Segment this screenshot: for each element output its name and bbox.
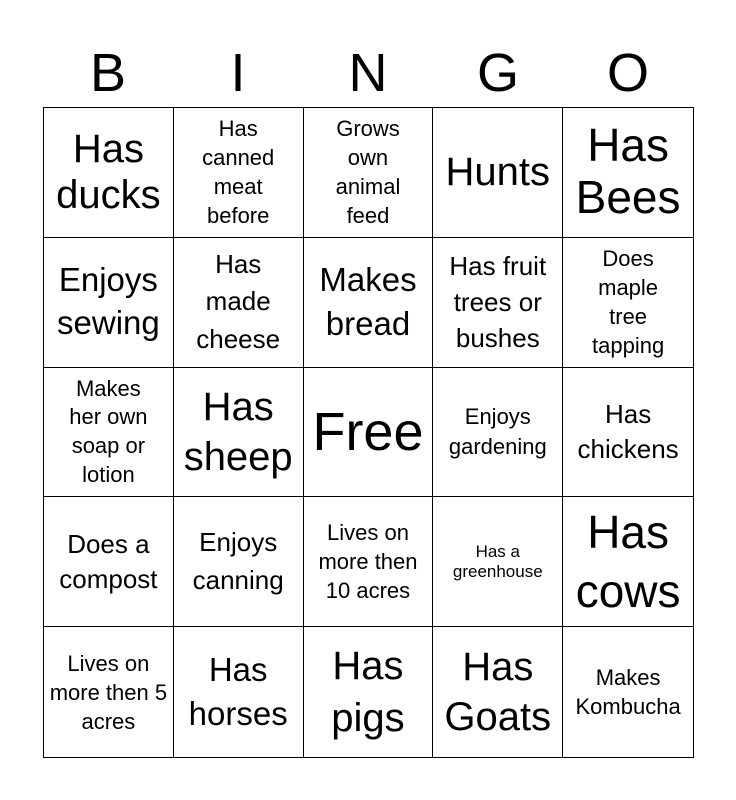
bingo-cell[interactable] xyxy=(174,368,304,498)
cell-text: Has Goats xyxy=(444,645,552,740)
bingo-board xyxy=(43,107,694,758)
bingo-cell[interactable] xyxy=(174,627,304,757)
bingo-cell[interactable] xyxy=(44,238,174,368)
cell-text: Has horses xyxy=(188,650,288,733)
cell-text: Does maple tree tapping xyxy=(592,246,665,359)
bingo-cell[interactable] xyxy=(304,497,434,627)
bingo-cell[interactable] xyxy=(44,108,174,238)
header-letter-g: G xyxy=(476,43,519,103)
cell-text: Enjoys gardening xyxy=(448,404,547,459)
cell-text: Has chickens xyxy=(577,398,679,464)
cell-text: Does a compost xyxy=(59,528,158,594)
cell-text: Makes her own soap or lotion xyxy=(69,375,148,487)
bingo-cell[interactable] xyxy=(563,627,693,757)
cell-text: Enjoys canning xyxy=(192,527,284,595)
cell-text: Enjoys sewing xyxy=(57,261,160,342)
cell-text: Has canned meat before xyxy=(202,116,275,229)
cell-text: Free xyxy=(312,401,424,462)
bingo-cell[interactable] xyxy=(563,368,693,498)
bingo-cell[interactable] xyxy=(174,497,304,627)
bingo-cell[interactable] xyxy=(563,497,693,627)
bingo-cell[interactable] xyxy=(304,368,434,498)
cell-text: Has sheep xyxy=(183,384,293,479)
bingo-cell[interactable] xyxy=(304,627,434,757)
bingo-cell[interactable] xyxy=(174,238,304,368)
cell-text: Has pigs xyxy=(331,644,405,741)
cell-text: Makes Kombucha xyxy=(575,665,681,720)
cell-text: Has ducks xyxy=(56,127,161,218)
cell-text: Makes bread xyxy=(319,260,417,343)
cell-text: Lives on more then 10 acres xyxy=(318,520,418,604)
cell-text: Has fruit trees or bushes xyxy=(449,250,547,354)
cell-text: Has a greenhouse xyxy=(452,542,543,581)
cell-text: Has made cheese xyxy=(196,248,281,355)
bingo-cell[interactable] xyxy=(433,627,563,757)
bingo-cell[interactable] xyxy=(44,368,174,498)
bingo-cell[interactable] xyxy=(44,627,174,757)
bingo-cell[interactable] xyxy=(563,238,693,368)
bingo-cell[interactable] xyxy=(433,368,563,498)
bingo-cell[interactable] xyxy=(433,238,563,368)
bingo-cell[interactable] xyxy=(174,108,304,238)
cell-text: Has Bees xyxy=(575,119,681,224)
bingo-cell[interactable] xyxy=(304,238,434,368)
bingo-cell[interactable] xyxy=(433,497,563,627)
cell-text: Lives on more then 5 acres xyxy=(49,650,168,734)
bingo-cell[interactable] xyxy=(563,108,693,238)
cell-text: Grows own animal feed xyxy=(335,116,401,229)
header-letter-i: I xyxy=(230,43,246,103)
bingo-cell[interactable] xyxy=(304,108,434,238)
bingo-cell[interactable] xyxy=(433,108,563,238)
header-letter-o: O xyxy=(606,43,649,103)
cell-text: Hunts xyxy=(445,150,551,195)
bingo-header xyxy=(43,40,693,106)
header-letter-b: B xyxy=(89,43,127,103)
bingo-cell[interactable] xyxy=(44,497,174,627)
header-letter-n: N xyxy=(348,43,388,103)
cell-text: Has cows xyxy=(575,505,681,617)
